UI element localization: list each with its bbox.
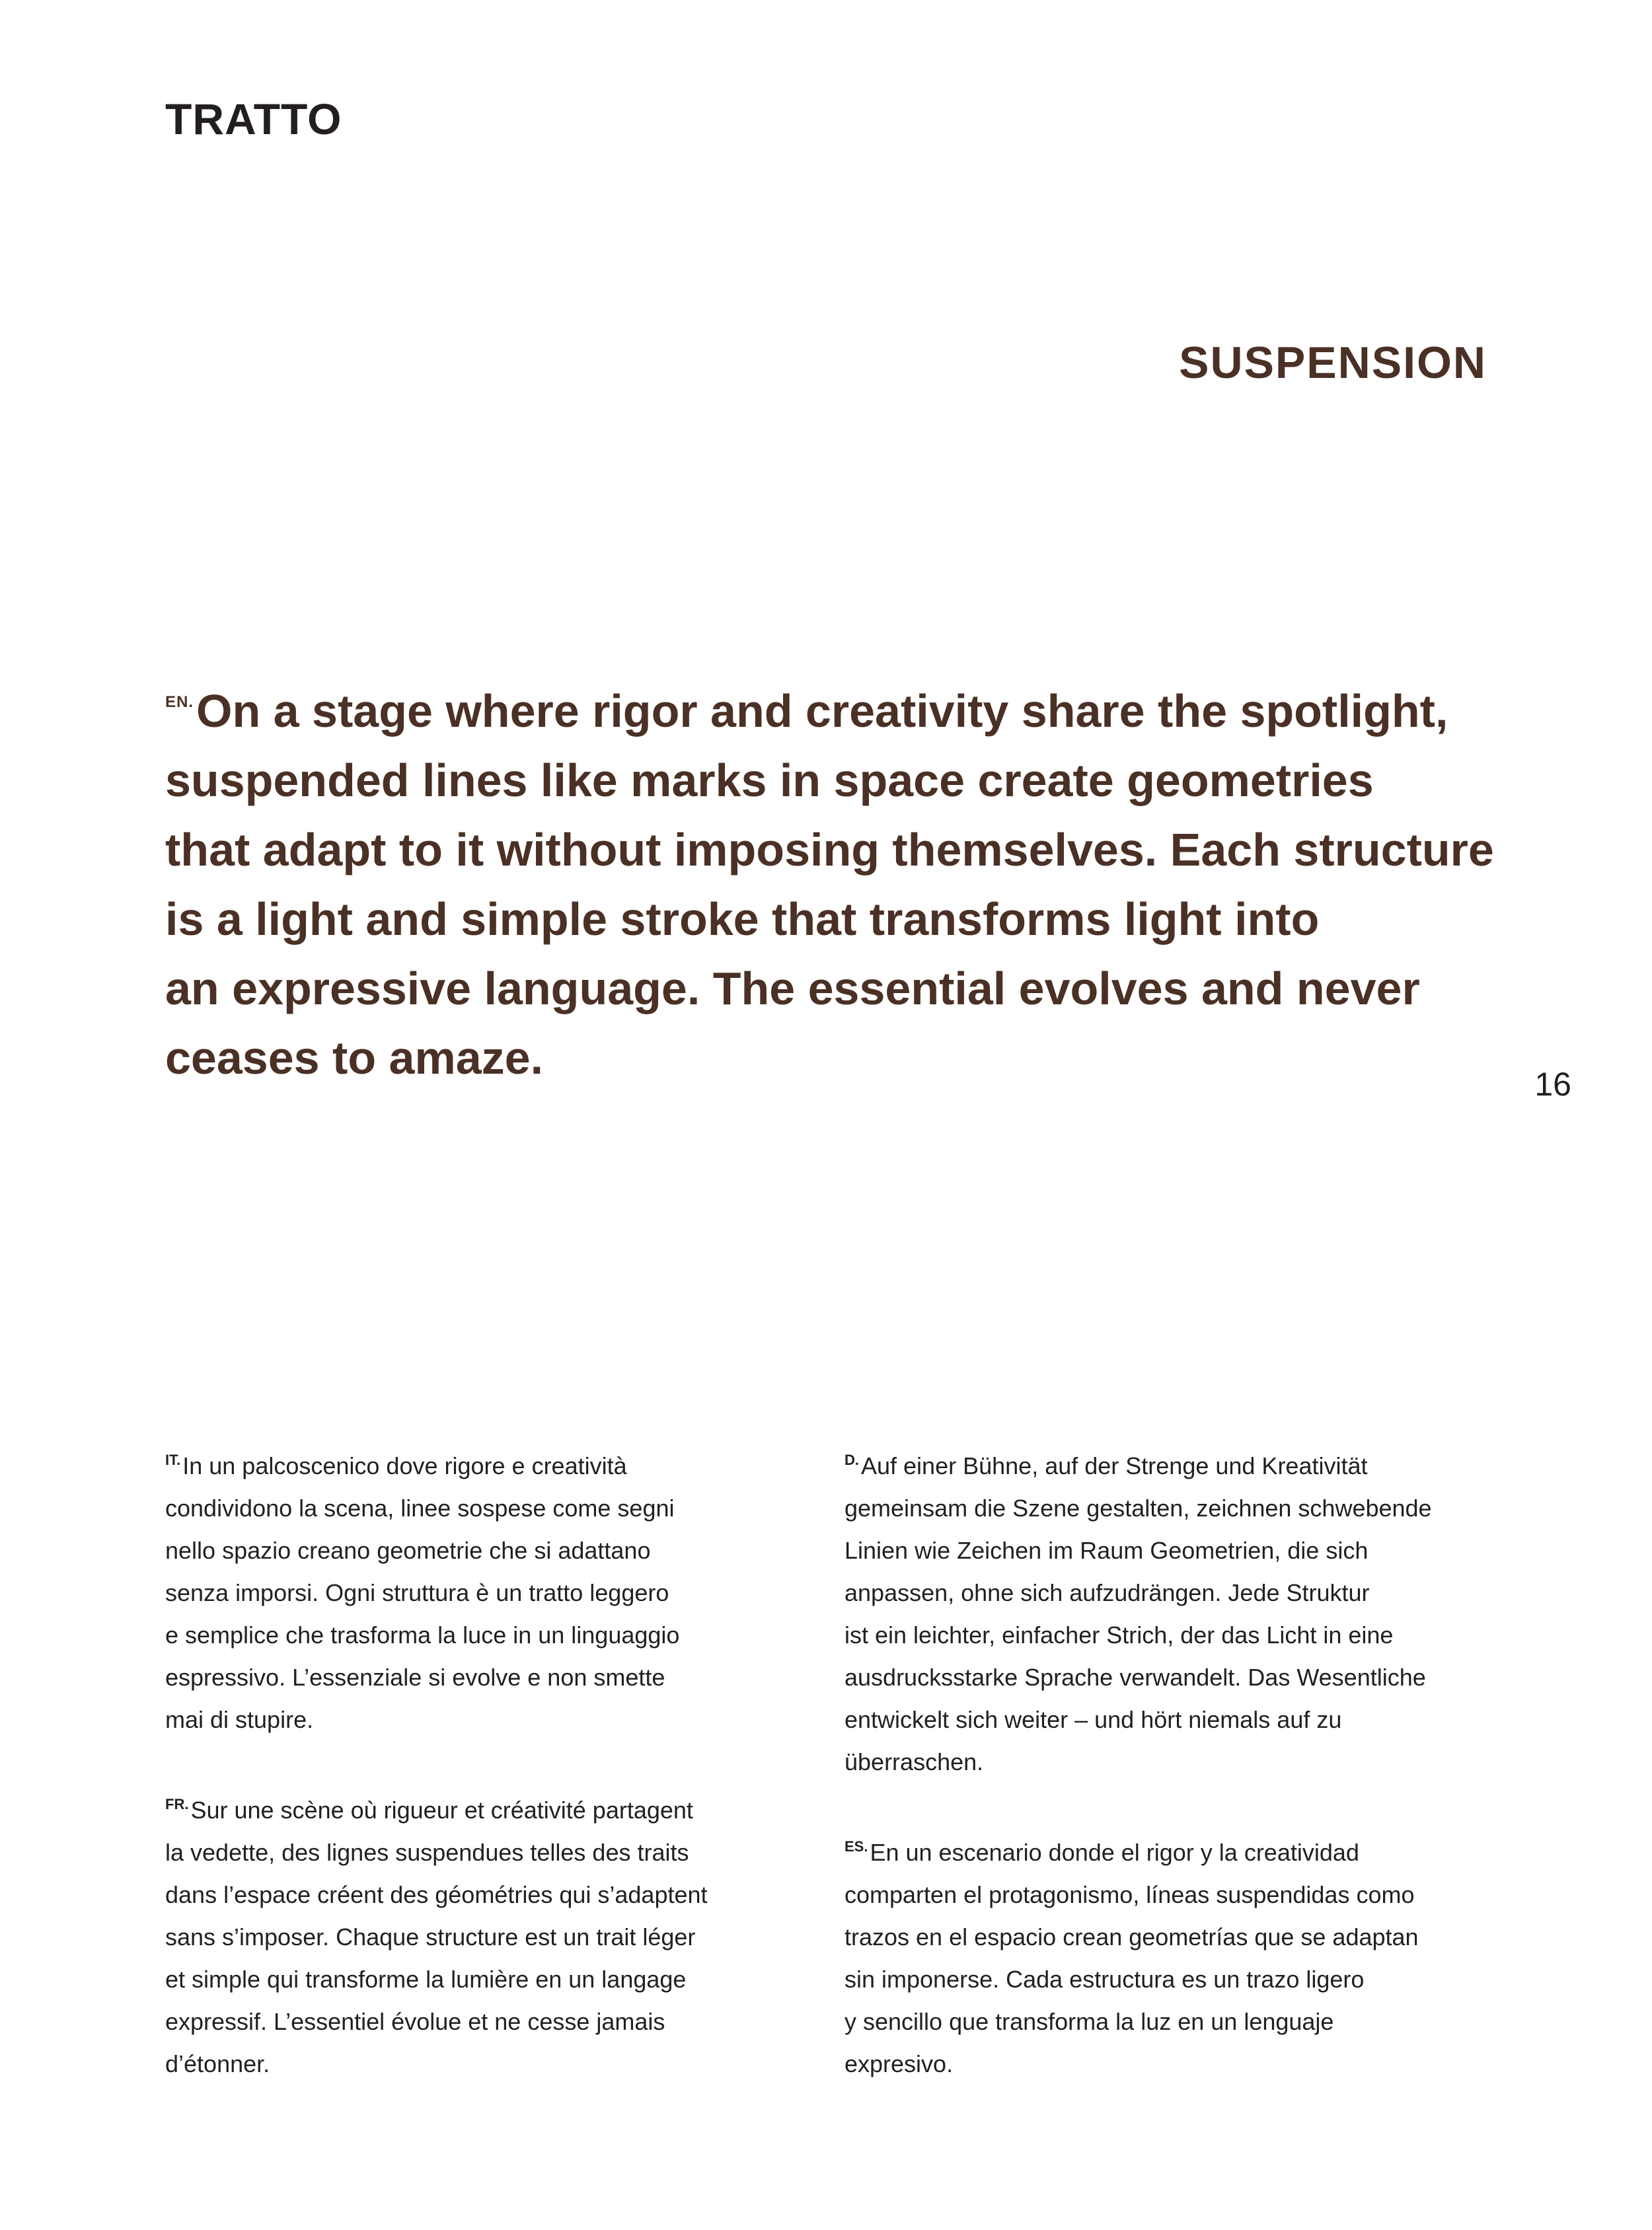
language-tag-fr: FR. bbox=[165, 1796, 189, 1812]
lead-paragraph-en bbox=[165, 667, 1494, 1093]
paragraph-line: trazos en el espacio crean geometrías que se adaptan bbox=[845, 1923, 1419, 1951]
lead-line: suspended lines like marks in space create geometries bbox=[165, 755, 1374, 806]
paragraph-line: condividono la scena, linee sospese come segni bbox=[165, 1495, 675, 1522]
paragraph-line: comparten el protagonismo, líneas suspendidas como bbox=[845, 1881, 1415, 1908]
paragraph-line: senza imporsi. Ogni struttura è un tratto leggero bbox=[165, 1579, 669, 1606]
paragraph-line: dans l’espace créent des géométries qui s’adaptent bbox=[165, 1881, 708, 1908]
lead-line: is a light and simple stroke that transforms light into bbox=[165, 893, 1320, 945]
paragraph-fr bbox=[165, 1783, 819, 2085]
paragraph-line: ausdrucksstarke Sprache verwandelt. Das Wesentliche bbox=[845, 1664, 1426, 1691]
lead-line: that adapt to it without imposing themselves. Each structure bbox=[165, 824, 1494, 875]
paragraph-line: entwickelt sich weiter – und hört niemals auf zu bbox=[845, 1706, 1342, 1733]
language-tag-it: IT. bbox=[165, 1452, 181, 1468]
paragraph-line: et simple qui transforme la lumière en un langage bbox=[165, 1966, 687, 1993]
paragraph-line: ist ein leichter, einfacher Strich, der das Licht in eine bbox=[845, 1621, 1394, 1649]
paragraph-line: mai di stupire. bbox=[165, 1706, 314, 1733]
paragraph-line: d’étonner. bbox=[165, 2050, 270, 2077]
paragraph-line: sans s’imposer. Chaque structure est un trait léger bbox=[165, 1923, 696, 1951]
lead-line: $^{EN.}$On a stage where rigor and creativity share the spotlight, bbox=[165, 685, 1448, 737]
paragraph-line: espressivo. L’essenziale si evolve e non smette bbox=[165, 1664, 665, 1691]
paragraph-line: gemeinsam die Szene gestalten, zeichnen schwebende bbox=[845, 1495, 1432, 1522]
paragraph-line: expresivo. bbox=[845, 2050, 954, 2077]
paragraph-line: nello spazio creano geometrie che si adattano bbox=[165, 1537, 651, 1564]
paragraph-line: überraschen. bbox=[845, 1748, 984, 1775]
lead-line: ceases to amaze. bbox=[165, 1032, 544, 1084]
paragraph-line: $^{FR.}$Sur une scène où rigueur et créativité partagent bbox=[165, 1796, 693, 1824]
paragraph-es bbox=[845, 1826, 1499, 2085]
page-number: 16 bbox=[1534, 1066, 1571, 1103]
translations-right-column bbox=[845, 1439, 1499, 2128]
paragraph-de bbox=[845, 1439, 1499, 1783]
paragraph-line: y sencillo que transforma la luz en un lenguaje bbox=[845, 2008, 1334, 2035]
paragraph-it bbox=[165, 1439, 819, 1741]
paragraph-line: expressif. L’essentiel évolue et ne cesse jamais bbox=[165, 2008, 665, 2035]
translations-left-column bbox=[165, 1439, 819, 2128]
paragraph-line: sin imponerse. Cada estructura es un trazo ligero bbox=[845, 1966, 1365, 1993]
paragraph-line: e semplice che trasforma la luce in un linguaggio bbox=[165, 1621, 680, 1649]
language-tag-en: EN. bbox=[165, 693, 194, 711]
language-tag-de: D. bbox=[845, 1452, 859, 1468]
paragraph-line: anpassen, ohne sich aufzudrängen. Jede Struktur bbox=[845, 1579, 1370, 1606]
paragraph-line: $^{D.}$Auf einer Bühne, auf der Strenge und Kreativität bbox=[845, 1452, 1368, 1479]
paragraph-line: la vedette, des lignes suspendues telles des traits bbox=[165, 1839, 689, 1866]
section-title: SUSPENSION bbox=[1179, 338, 1487, 388]
brand-name: TRATTO bbox=[165, 94, 342, 143]
language-tag-es: ES. bbox=[845, 1838, 868, 1855]
lead-line: an expressive language. The essential evolves and never bbox=[165, 963, 1420, 1014]
paragraph-line: $^{ES.}$En un escenario donde el rigor y la creatividad bbox=[845, 1838, 1359, 1866]
paragraph-line: Linien wie Zeichen im Raum Geometrien, die sich bbox=[845, 1537, 1369, 1564]
paragraph-line: $^{IT.}$In un palcoscenico dove rigore e creatività bbox=[165, 1452, 627, 1479]
